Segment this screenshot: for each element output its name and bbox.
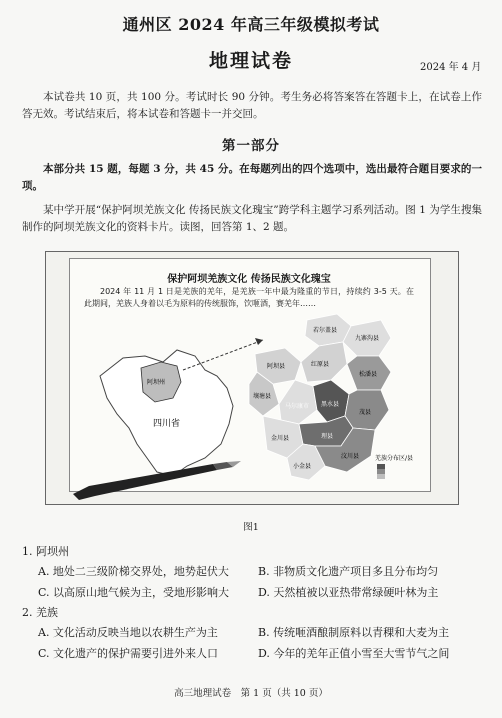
label-maerkang: 马尔康市 (285, 403, 310, 410)
subject-title: 地理试卷 (208, 50, 293, 72)
q2-option-d[interactable]: D. 今年的羌年正值小雪至大雪节气之间 (258, 647, 450, 660)
q1-option-d[interactable]: D. 天然植被以亚热带常绿硬叶林为主 (258, 586, 439, 599)
label-aba-small: 阿坝州 (147, 379, 166, 386)
question-1-label: 1. 阿坝州 (22, 545, 69, 558)
q2-option-a[interactable]: A. 文化活动反映当地以农耕生产为主 (38, 626, 218, 639)
q1-option-a[interactable]: A. 地处二三级阶梯交界处，地势起伏大 (38, 565, 229, 578)
county-maerkang (279, 380, 317, 424)
card-text: 2024 年 11 月 1 日是羌族的羌年，是羌族一年中最为隆重的节日，持续约 3-5 天。在此期间，羌族人身着以毛为原料的传统服饰，饮咂酒，赛羌年…… (84, 287, 414, 308)
label-jinchuan: 金川县 (271, 435, 290, 442)
question-2-label: 2. 羌族 (22, 606, 58, 619)
q1-option-b[interactable]: B. 非物质文化遗产项目多且分布均匀 (258, 565, 439, 578)
label-hongyuan: 红原县 (311, 361, 330, 368)
legend-label: 羌族分布区/县 (375, 455, 414, 462)
figure-caption: 图1 (243, 522, 259, 533)
label-wenchuan: 汶川县 (341, 453, 360, 460)
label-songpan: 松潘县 (359, 371, 378, 378)
label-ruoergai: 若尔盖县 (313, 327, 338, 334)
card-title: 保护阿坝羌族文化 传扬民族文化瑰宝 (167, 274, 331, 285)
label-aba: 阿坝县 (267, 363, 286, 370)
label-xiaojin: 小金县 (293, 463, 312, 470)
question-stem: 某中学开展“保护阿坝羌族文化 传扬民族文化瑰宝”跨学科主题学习系列活动。图 1 为学生搜集制作的阿坝羌族文化的资料卡片。读图，回答第 1、2 题。 (22, 204, 482, 233)
pointer-arrow (183, 340, 263, 370)
q2-option-c[interactable]: C. 文化遗产的保护需要引进外来人口 (38, 647, 219, 660)
label-rangtang: 壤塘县 (253, 393, 272, 400)
page-footer: 高三地理试卷 第 1 页（共 10 页） (174, 688, 328, 699)
part-title: 第一部分 (222, 138, 280, 154)
label-maoxian: 茂县 (359, 409, 372, 416)
exam-intro: 本试卷共 10 页，共 100 分。考试时长 90 分钟。考生务必将答案答在答题卡上，在试卷上作答无效。考试结束后，将本试卷和答题卡一并交回。 (22, 91, 482, 120)
q1-option-c[interactable]: C. 以高原山地气候为主，受地形影响大 (38, 586, 230, 599)
exam-title: 通州区 2024 年高三年级模拟考试 (122, 15, 380, 34)
legend-swatches (377, 464, 385, 479)
q2-option-b[interactable]: B. 传统咂酒酿制原料以青稞和大麦为主 (258, 626, 450, 639)
map-illustration (45, 258, 457, 510)
part-instruction: 本部分共 15 题，每题 3 分，共 45 分。在每题列出的四个选项中，选出最符合题目要求的一项。 (22, 163, 482, 192)
label-lixian: 理县 (321, 433, 334, 440)
label-sichuan: 四川省 (153, 419, 181, 429)
label-jiuzhaigou: 九寨沟县 (355, 335, 380, 342)
exam-date: 2024 年 4 月 (420, 62, 482, 73)
label-heishui: 黑水县 (321, 401, 340, 408)
